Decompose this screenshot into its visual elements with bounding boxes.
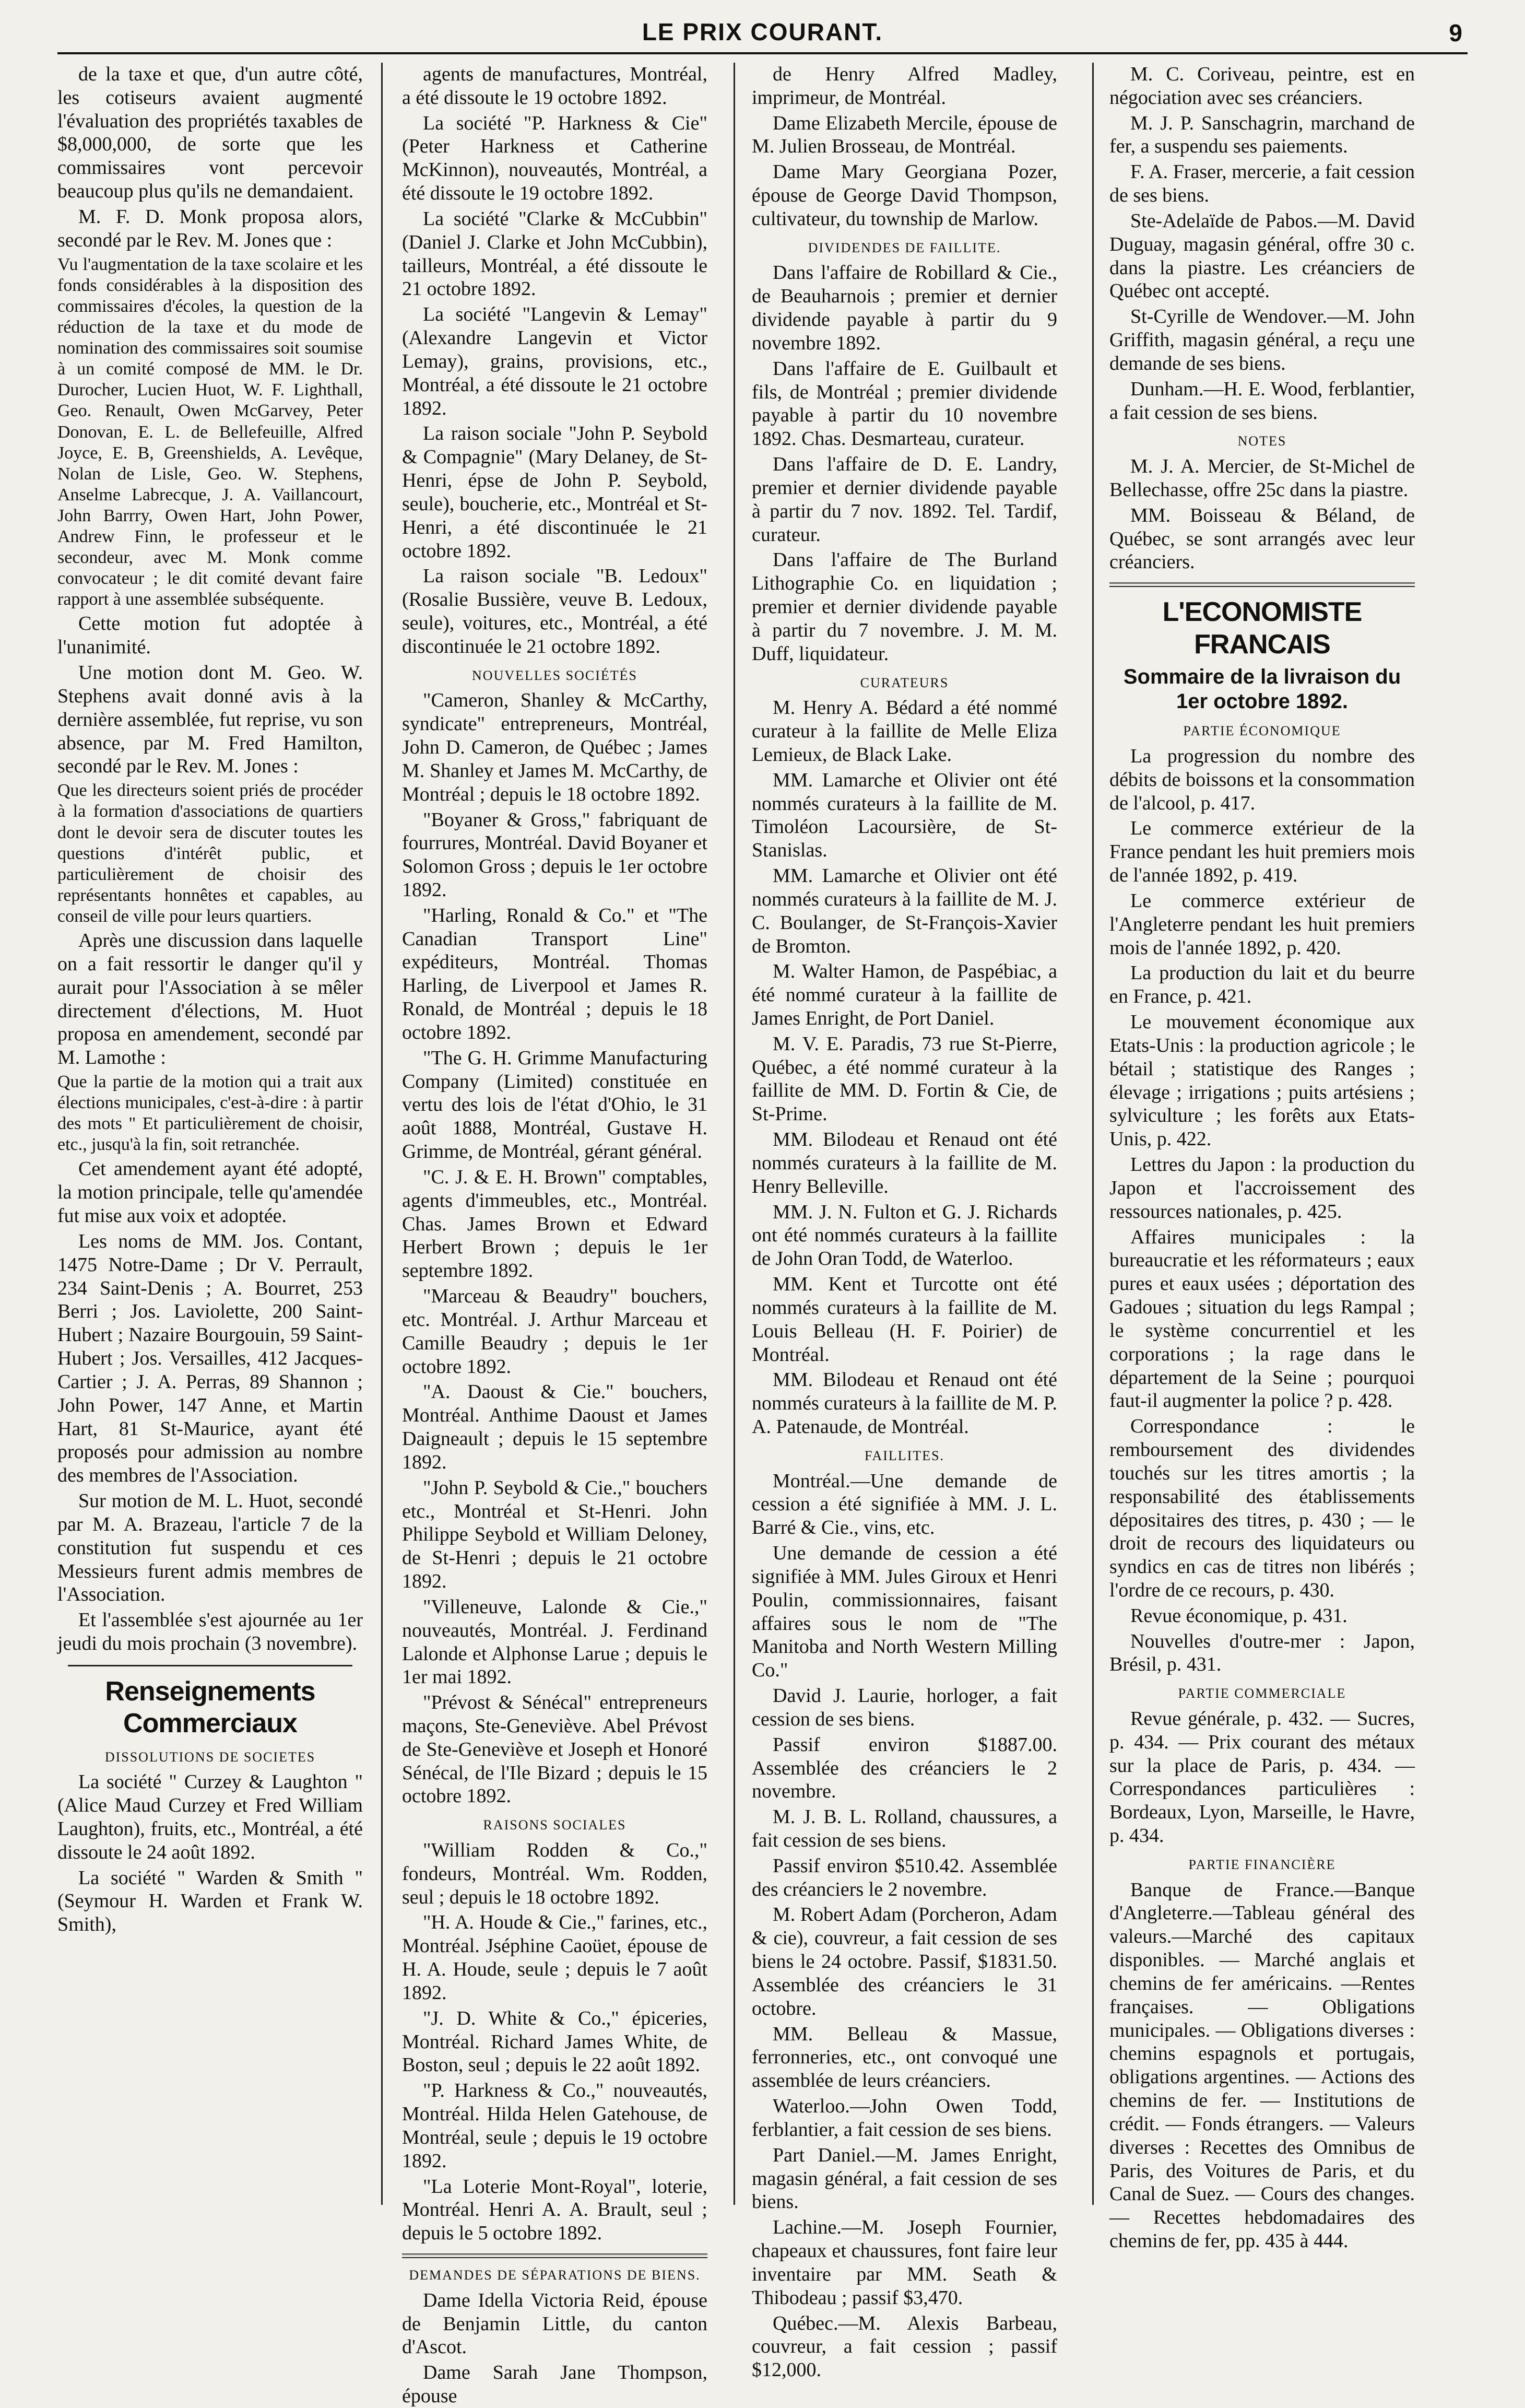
divider — [1109, 582, 1415, 587]
paragraph: Correspondance : le remboursement des dividendes touchés sur les titres amortis ; la responsabilité des établissements dépositaires des titres, p. 430 ; — le droit de recours des liquidateurs ou syndics en cas de titres non libérés ; l'ordre de ce recours, p. 430. — [1109, 1415, 1415, 1601]
paragraph: Cet amendement ayant été adopté, la motion principale, telle qu'amendée fut mise aux voix et adoptée. — [57, 1158, 363, 1227]
paragraph: M. Walter Hamon, de Paspébiac, a été nommé curateur à la faillite de James Enright, de Port Daniel. — [752, 960, 1057, 1029]
column-rule — [381, 63, 383, 2205]
subsection-heading: PARTIE COMMERCIALE — [1178, 1686, 1346, 1701]
section-title: Renseignements Commerciaux — [105, 1676, 315, 1739]
subsection-heading: RAISONS SOCIALES — [483, 1817, 626, 1833]
divider — [68, 1665, 352, 1666]
paragraph: Montréal.—Une demande de cession a été signifiée à MM. J. L. Barré & Cie., vins, etc. — [752, 1470, 1057, 1539]
paragraph: Le commerce extérieur de l'Angleterre pendant les huit premiers mois de l'année 1892, p. 420. — [1109, 889, 1415, 959]
paragraph: La progression du nombre des débits de boissons et la consommation de l'alcool, p. 417. — [1109, 745, 1415, 814]
paragraph: "P. Harkness & Co.," nouveautés, Montréal. Hilda Helen Gatehouse, de Montréal, seule ; depuis le 19 octobre 1892. — [402, 2080, 707, 2172]
paragraph: "J. D. White & Co.," épiceries, Montréal. Richard James White, de Boston, seul ; depuis le 22 août 1892. — [402, 2007, 707, 2076]
paragraph: Lettres du Japon : la production du Japon et l'accroissement des ressources nationales, p. 425. — [1109, 1154, 1415, 1223]
paragraph: MM. Boisseau & Béland, de Québec, se sont arrangés avec leur créanciers. — [1109, 504, 1415, 573]
paragraph: MM. Lamarche et Olivier ont été nommés curateurs à la faillite de M. Timoléon Lacoursière, de St-Stanislas. — [752, 769, 1057, 862]
paragraph: Waterloo.—John Owen Todd, ferblantier, a fait cession de ses biens. — [752, 2095, 1057, 2141]
paragraph: "Prévost & Sénécal" entrepreneurs maçons, Ste-Geneviève. Abel Prévost de Ste-Geneviève et Joseph et Honoré Sénécal, de l'Ile Bizard ; depuis le 15 octobre 1892. — [402, 1692, 707, 1807]
section-subtitle: Sommaire de la livraison du 1er octobre 1892. — [1123, 665, 1401, 713]
paragraph: Le mouvement économique aux Etats-Unis : la production agricole ; le bétail ; statistique des Ranges ; élevage ; irrigations ; puits artésiens ; sylviculture ; les forêts aux Etats-Unis, p. 422. — [1109, 1011, 1415, 1150]
paragraph: Dans l'affaire de Robillard & Cie., de Beauharnois ; premier et dernier dividende payable à partir du 9 novembre 1892. — [752, 262, 1057, 354]
column-2 — [402, 63, 707, 2407]
paragraph: "John P. Seybold & Cie.," bouchers etc., Montréal et St-Henri. John Philippe Seybold et William Deloney, de St-Henri ; depuis le 21 octobre 1892. — [402, 1476, 707, 1593]
paragraph: Cette motion fut adoptée à l'unanimité. — [57, 613, 363, 659]
paragraph: "Boyaner & Gross," fabriquant de fourrures, Montréal. David Boyaner et Solomon Gross ; depuis le 1er octobre 1892. — [402, 808, 707, 901]
paragraph: Dans l'affaire de E. Guilbault et fils, de Montréal ; premier dividende payable à partir du 10 novembre 1892. Chas. Desmarteau, curateur. — [752, 357, 1057, 450]
subsection-heading: PARTIE FINANCIÈRE — [1188, 1857, 1336, 1872]
amendment-text: Que la partie de la motion qui a trait aux élections municipales, c'est-à-dire : à partir des mots " Et particulièrement de choisir, etc., jusqu'à la fin, soit retranchée. — [57, 1072, 363, 1155]
paragraph: "La Loterie Mont-Royal", loterie, Montréal. Henri A. A. Brault, seul ; depuis le 5 octobre 1892. — [402, 2175, 707, 2245]
paragraph: Dans l'affaire de The Burland Lithographie Co. en liquidation ; premier et dernier dividende payable à partir du 7 novembre. J. M. M. Duff, liquidateur. — [752, 549, 1057, 665]
paragraph: "The G. H. Grimme Manufacturing Company (Limited) constituée en vertu des lois de l'état d'Ohio, le 31 août 1888, Montréal, Gustave H. Grimme, de Montréal, gérant général. — [402, 1047, 707, 1163]
paragraph: Passif environ $1887.00. Assemblée des créanciers le 2 novembre. — [752, 1733, 1057, 1803]
paragraph: "Harling, Ronald & Co." et "The Canadian Transport Line" expéditeurs, Montréal. Thomas Harling, de Liverpool et James R. Ronald, de Montréal ; depuis le 18 octobre 1892. — [402, 904, 707, 1043]
paragraph: Part Daniel.—M. James Enright, magasin général, a fait cession de ses biens. — [752, 2144, 1057, 2213]
paragraph: de la taxe et que, d'un autre côté, les cotiseurs avaient augmenté l'évaluation des propriétés taxables de $8,000,000, de sorte que les commissaires vont percevoir beaucoup plus qu'ils ne demandaient. — [57, 63, 363, 203]
paragraph: de Henry Alfred Madley, imprimeur, de Montréal. — [752, 63, 1057, 109]
column-4 — [1109, 63, 1415, 2252]
column-3 — [752, 63, 1057, 2381]
paragraph: M. J. P. Sanschagrin, marchand de fer, a suspendu ses paiements. — [1109, 112, 1415, 158]
paragraph: "A. Daoust & Cie." bouchers, Montréal. Anthime Daoust et James Daigneault ; depuis le 15 septembre 1892. — [402, 1381, 707, 1473]
paragraph: M. C. Coriveau, peintre, est en négociation avec ses créanciers. — [1109, 63, 1415, 109]
paragraph: MM. Kent et Turcotte ont été nommés curateurs à la faillite de M. Louis Belleau (H. F. Poirier) de Montréal. — [752, 1273, 1057, 1366]
paragraph: Le commerce extérieur de la France pendant les huit premiers mois de l'année 1892, p. 419. — [1109, 817, 1415, 887]
paragraph: Après une discussion dans laquelle on a fait ressortir le danger qu'il y aurait pour l'Association à se mêler directement d'élections, M. Huot proposa en amendement, secondé par M. Lamothe : — [57, 930, 363, 1069]
resolution-text: Vu l'augmentation de la taxe scolaire et les fonds considérables à la disposition des commissaires d'écoles, la question de la réduction de la taxe et du mode de nomination des commissaires soit soumise à un comité composé de MM. le Dr. Durocher, Lucien Huot, W. F. Lighthall, Geo. Renault, Owen McGarvey, Peter Donovan, E. L. de Bellefeuille, Alfred Joyce, E. B, Greenshields, A. Levêque, Nolan de Lisle, Geo. W. Stephens, Anselme Labrecque, J. A. Vaillancourt, John Barrry, Owen Hart, John Power, Andrew Finn, le professeur et le secondeur, avec M. Monk comme convocateur ; le dit comité devant faire rapport à une assemblée subséquente. — [57, 254, 363, 609]
paragraph: Lachine.—M. Joseph Fournier, chapeaux et chaussures, font faire leur inventaire par MM. Seath & Thibodeau ; passif $3,470. — [752, 2216, 1057, 2309]
paragraph: MM. Bilodeau et Renaud ont été nommés curateurs à la faillite de M. Henry Belleville. — [752, 1129, 1057, 1197]
paragraph: Affaires municipales : la bureaucratie et les réformateurs ; eaux pures et eaux usées ; déportation des Gadoues ; situation du legs Rampal ; le système concurrentiel et les corporations ; la rage dans le département de la Seine ; pourquoi faut-il augmenter la police ? p. 428. — [1109, 1226, 1415, 1412]
paragraph: Dame Elizabeth Mercile, épouse de M. Julien Brosseau, de Montréal. — [752, 112, 1057, 158]
paragraph: Une demande de cession a été signifiée à MM. Jules Giroux et Henri Poulin, commissionnaires, faisant affaires sous le nom de "The Manitoba and North Western Milling Co." — [752, 1542, 1057, 1682]
paragraph: La raison sociale "John P. Seybold & Compagnie" (Mary Delaney, de St-Henri, épse de John P. Seybold, seule), boucherie, etc., Montréal et St-Henri, a été discontinuée le 21 octobre 1892. — [402, 422, 707, 562]
paragraph: agents de manufactures, Montréal, a été dissoute le 19 octobre 1892. — [402, 63, 707, 109]
paragraph: M. F. D. Monk proposa alors, secondé par le Rev. M. Jones que : — [57, 205, 363, 251]
paragraph: Dame Idella Victoria Reid, épouse de Benjamin Little, du canton d'Ascot. — [402, 2289, 707, 2358]
paragraph: La société "Clarke & McCubbin" (Daniel J. Clarke et John McCubbin), tailleurs, Montréal, a été dissoute le 21 octobre 1892. — [402, 207, 707, 300]
paragraph: Nouvelles d'outre-mer : Japon, Brésil, p. 431. — [1109, 1630, 1415, 1676]
paragraph: F. A. Fraser, mercerie, a fait cession de ses biens. — [1109, 161, 1415, 207]
paragraph: MM. Bilodeau et Renaud ont été nommés curateurs à la faillite de M. P. A. Patenaude, de Montréal. — [752, 1369, 1057, 1438]
paragraph: M. J. B. L. Rolland, chaussures, a fait cession de ses biens. — [752, 1806, 1057, 1851]
subsection-heading: DEMANDES DE SÉPARATIONS DE BIENS. — [409, 2268, 701, 2283]
paragraph: "Marceau & Beaudry" bouchers, etc. Montréal. J. Arthur Marceau et Camille Beaudry ; depuis le 1er octobre 1892. — [402, 1285, 707, 1378]
column-rule — [1092, 63, 1094, 2205]
paragraph: "Cameron, Shanley & McCarthy, syndicate" entrepreneurs, Montréal, John D. Cameron, de Québec ; James M. Shanley et James M. McCarthy, de Montréal ; depuis le 18 octobre 1892. — [402, 689, 707, 805]
paragraph: M. Robert Adam (Porcheron, Adam & cie), couvreur, a fait cession de ses biens le 24 octobre. Passif, $1831.50. Assemblée des créanciers le 31 octobre. — [752, 1904, 1057, 2019]
paragraph: La production du lait et du beurre en France, p. 421. — [1109, 962, 1415, 1008]
paragraph: Ste-Adelaïde de Pabos.—M. David Duguay, magasin général, offre 30 c. dans la piastre. Les créanciers de Québec ont accepté. — [1109, 209, 1415, 302]
subsection-heading: CURATEURS — [860, 675, 949, 690]
paragraph: Dame Mary Georgiana Pozer, épouse de George David Thompson, cultivateur, du township de Marlow. — [752, 161, 1057, 230]
paragraph: Banque de France.—Banque d'Angleterre.—Tableau général des valeurs.—Marché des capitaux disponibles. — Marché anglais et chemins de fer américains. —Rentes françaises. — Obligations municipales. — Obligations diverses : chemins espagnols et portugais, obligations argentines. — Actions des chemins de fer. — Institutions de crédit. — Fonds étrangers. — Valeurs diverses : Recettes des Omnibus de Paris, des Voitures de Paris, et du Canal de Suez. — Cours des changes. — Recettes hebdomadaires des chemins de fer, pp. 435 à 444. — [1109, 1878, 1415, 2252]
paragraph: M. V. E. Paradis, 73 rue St-Pierre, Québec, a été nommé curateur à la faillite de MM. D. Fortin & Cie, de St-Prime. — [752, 1032, 1057, 1125]
paragraph: Dans l'affaire de D. E. Landry, premier et dernier dividende payable à partir du 7 nov. 1892. Tel. Tardif, curateur. — [752, 453, 1057, 546]
paragraph: "Villeneuve, Lalonde & Cie.," nouveautés, Montréal. J. Ferdinand Lalonde et Alphonse Larue ; depuis le 1er mai 1892. — [402, 1595, 707, 1688]
subsection-heading: NOTES — [1237, 433, 1287, 449]
paragraph: M. Henry A. Bédard a été nommé curateur à la faillite de Melle Eliza Lemieux, de Black Lake. — [752, 697, 1057, 766]
running-head — [57, 16, 1468, 54]
paragraph: La raison sociale "B. Ledoux" (Rosalie Bussière, veuve B. Ledoux, seule), voitures, etc., Montréal, a été discontinuée le 21 octobre 1892. — [402, 565, 707, 657]
paragraph: Revue économique, p. 431. — [1130, 1604, 1347, 1627]
paragraph: M. J. A. Mercier, de St-Michel de Bellechasse, offre 25c dans la piastre. — [1109, 455, 1415, 501]
paragraph: Sur motion de M. L. Huot, secondé par M. A. Brazeau, l'article 7 de la constitution fut suspendu et ces Messieurs furent admis membres de l'Association. — [57, 1490, 363, 1606]
paragraph: La société " Curzey & Laughton " (Alice Maud Curzey et Fred William Laughton), fruits, etc., Montréal, a été dissoute le 24 août 1892. — [57, 1771, 363, 1863]
paragraph: La société "P. Harkness & Cie" (Peter Harkness et Catherine McKinnon), nouveautés, Montréal, a été dissoute le 19 octobre 1892. — [402, 112, 707, 205]
paragraph: David J. Laurie, horloger, a fait cession de ses biens. — [752, 1685, 1057, 1730]
paragraph: Et l'assemblée s'est ajournée au 1er jeudi du mois prochain (3 novembre). — [57, 1609, 363, 1655]
paragraph: Une motion dont M. Geo. W. Stephens avait donné avis à la dernière assemblée, fut reprise, vu son absence, par M. Fred Hamilton, secondé par le Rev. M. Jones : — [57, 662, 363, 778]
paragraph: Dunham.—H. E. Wood, ferblantier, a fait cession de ses biens. — [1109, 378, 1415, 424]
column-1 — [57, 63, 363, 2205]
divider — [402, 2253, 707, 2258]
subsection-heading: FAILLITES. — [864, 1448, 945, 1463]
subsection-heading: NOUVELLES SOCIÉTÉS — [472, 667, 637, 683]
page-number: 9 — [1449, 19, 1462, 46]
paragraph: MM. J. N. Fulton et G. J. Richards ont été nommés curateurs à la faillite de John Oran Todd, de Waterloo. — [752, 1201, 1057, 1270]
resolution-text: Que les directeurs soient priés de procéder à la formation d'associations de quartiers dont le devoir sera de discuter toutes les questions d'intérêt public, et particulièrement de choisir des représentants honnêtes et capables, au conseil de ville pour leurs quartiers. — [57, 781, 363, 926]
paragraph: MM. Lamarche et Olivier ont été nommés curateurs à la faillite de M. J. C. Boulanger, de St-François-Xavier de Bromton. — [752, 865, 1057, 957]
paragraph: St-Cyrille de Wendover.—M. John Griffith, magasin général, a reçu une demande de ses biens. — [1109, 306, 1415, 374]
paragraph: Québec.—M. Alexis Barbeau, couvreur, a fait cession ; passif $12,000. — [752, 2312, 1057, 2381]
paragraph: "William Rodden & Co.," fondeurs, Montréal. Wm. Rodden, seul ; depuis le 18 octobre 1892. — [402, 1839, 707, 1908]
column-rule — [734, 63, 735, 2205]
journal-title: LE PRIX COURANT. — [642, 18, 883, 45]
paragraph: "C. J. & E. H. Brown" comptables, agents d'immeubles, etc., Montréal. Chas. James Brown et Edward Herbert Brown ; depuis le 1er septembre 1892. — [402, 1166, 707, 1282]
paragraph: La société "Langevin & Lemay" (Alexandre Langevin et Victor Lemay), grains, provisions, etc., Montréal, a été dissoute le 21 octobre 1892. — [402, 303, 707, 419]
subsection-heading: PARTIE ÉCONOMIQUE — [1183, 723, 1341, 739]
paragraph: Revue générale, p. 432. — Sucres, p. 434. — Prix courant des métaux sur la place de Paris, p. 434. — Correspondances particulières : Bordeaux, Lyon, Marseille, le Havre, p. 434. — [1109, 1707, 1415, 1847]
paragraph: Les noms de MM. Jos. Contant, 1475 Notre-Dame ; Dr V. Perrault, 234 Saint-Denis ; A. Bourret, 253 Berri ; Jos. Laviolette, 200 Saint-Hubert ; Nazaire Bourgouin, 59 Saint-Hubert ; Jos. Versailles, 412 Jacques-Cartier ; J. A. Perras, 89 Shannon ; John Power, 147 Anne, et Martin Hart, 81 St-Maurice, ayant été proposés pour admission au nombre des membres de l'Association. — [57, 1230, 363, 1487]
paragraph: Dame Sarah Jane Thompson, épouse — [402, 2362, 707, 2407]
paragraph: La société " Warden & Smith " (Seymour H. Warden et Frank W. Smith), — [57, 1866, 363, 1936]
subsection-heading: DIVIDENDES DE FAILLITE. — [808, 240, 1001, 255]
paragraph: "H. A. Houde & Cie.," farines, etc., Montréal. Jséphine Caoüet, épouse de H. A. Houde, seule ; depuis le 7 août 1892. — [402, 1911, 707, 2004]
paragraph: MM. Belleau & Massue, ferronneries, etc., ont convoqué une assemblée de leurs créanciers. — [752, 2023, 1057, 2092]
paragraph: Passif environ $510.42. Assemblée des créanciers le 2 novembre. — [752, 1854, 1057, 1900]
section-title: L'ECONOMISTE FRANCAIS — [1162, 597, 1362, 660]
subsection-heading: DISSOLUTIONS DE SOCIETES — [104, 1749, 316, 1765]
